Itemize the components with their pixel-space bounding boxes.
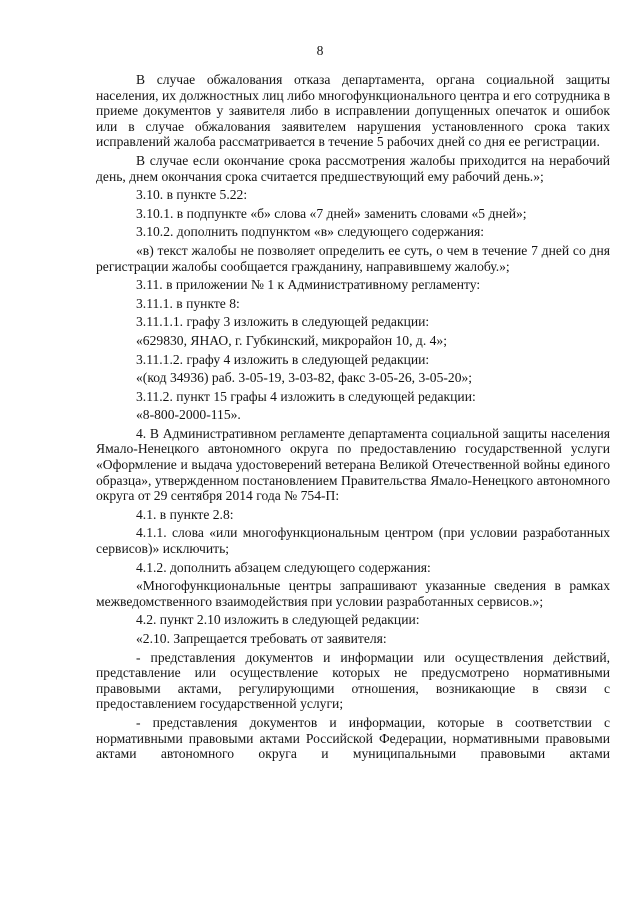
paragraph: 3.11.1.1. графу 3 изложить в следующей редакции: bbox=[136, 314, 430, 330]
paragraph: «Многофункциональные центры запрашивают указанные сведения в рамках межведомственного взаимодействия при условии разработанных сервисов.»; bbox=[96, 578, 610, 609]
paragraph: В случае обжалования отказа департамента, органа социальной защиты населения, их должностных лиц либо многофункционального центра и его сотрудника в приеме документов у заявителя либо в исправлении допущенных опечаток и ошибок или в случае обжалования заявителем нарушения установленного срока таких исправлений жалоба рассматривается в течение 5 рабочих дней со дня ее регистрации. bbox=[96, 72, 610, 150]
paragraph: 4.1.1. слова «или многофункциональным центром (при условии разработанных сервисов)» исключить; bbox=[96, 525, 610, 557]
paragraph: 3.11.2. пункт 15 графы 4 изложить в следующей редакции: bbox=[136, 388, 476, 404]
document-body bbox=[96, 72, 610, 765]
paragraph: 3.10.1. в подпункте «б» слова «7 дней» заменить словами «5 дней»; bbox=[136, 205, 527, 221]
paragraph: «8-800-2000-115». bbox=[136, 407, 241, 423]
paragraph: «629830, ЯНАО, г. Губкинский, микрорайон 10, д. 4»; bbox=[136, 332, 447, 348]
paragraph: 4. В Административном регламенте департамента социальной защиты населения Ямало-Ненецкого автономного округа по предоставлению государственной услуги «Оформление и выдача удостоверений ветерана Великой Отечественной войны единого образца», утвержденном постановлением Правительства Ямало-Ненецкого автономного округа от 29 сентября 2014 года № 754-П: bbox=[96, 425, 610, 504]
paragraph: В случае если окончание срока рассмотрения жалобы приходится на нерабочий день, днем окончания срока считается предшествующий ему рабочий день.»; bbox=[96, 152, 610, 184]
paragraph: 3.11.1. в пункте 8: bbox=[136, 295, 240, 311]
paragraph: 3.11. в приложении № 1 к Административному регламенту: bbox=[136, 277, 481, 293]
paragraph: 3.10.2. дополнить подпунктом «в» следующего содержания: bbox=[136, 224, 485, 240]
page-number: 8 bbox=[316, 43, 324, 58]
paragraph: 4.1.2. дополнить абзацем следующего содержания: bbox=[136, 559, 431, 575]
paragraph: «(код 34936) раб. 3-05-19, 3-03-82, факс 3-05-26, 3-05-20»; bbox=[136, 370, 473, 386]
paragraph: 3.11.1.2. графу 4 изложить в следующей редакции: bbox=[136, 351, 430, 367]
paragraph: «в) текст жалобы не позволяет определить ее суть, о чем в течение 7 дней со дня регистрации жалобы сообщается гражданину, направившему жалобу.»; bbox=[96, 242, 610, 274]
paragraph: 4.1. в пункте 2.8: bbox=[136, 506, 234, 522]
paragraph: 3.10. в пункте 5.22: bbox=[136, 187, 248, 203]
paragraph: 4.2. пункт 2.10 изложить в следующей редакции: bbox=[136, 612, 420, 628]
paragraph: - представления документов и информации, которые в соответствии с нормативными правовыми актами Российской Федерации, нормативными правовыми актами автономного округа и муниципальными правовыми актами bbox=[96, 714, 610, 762]
paragraph: «2.10. Запрещается требовать от заявителя: bbox=[136, 631, 387, 646]
paragraph: - представления документов и информации или осуществления действий, представление или осуществление которых не предусмотрено нормативными правовыми актами, регулирующими отношения, возникающие в связи с предоставлением государственной услуги; bbox=[96, 649, 610, 712]
